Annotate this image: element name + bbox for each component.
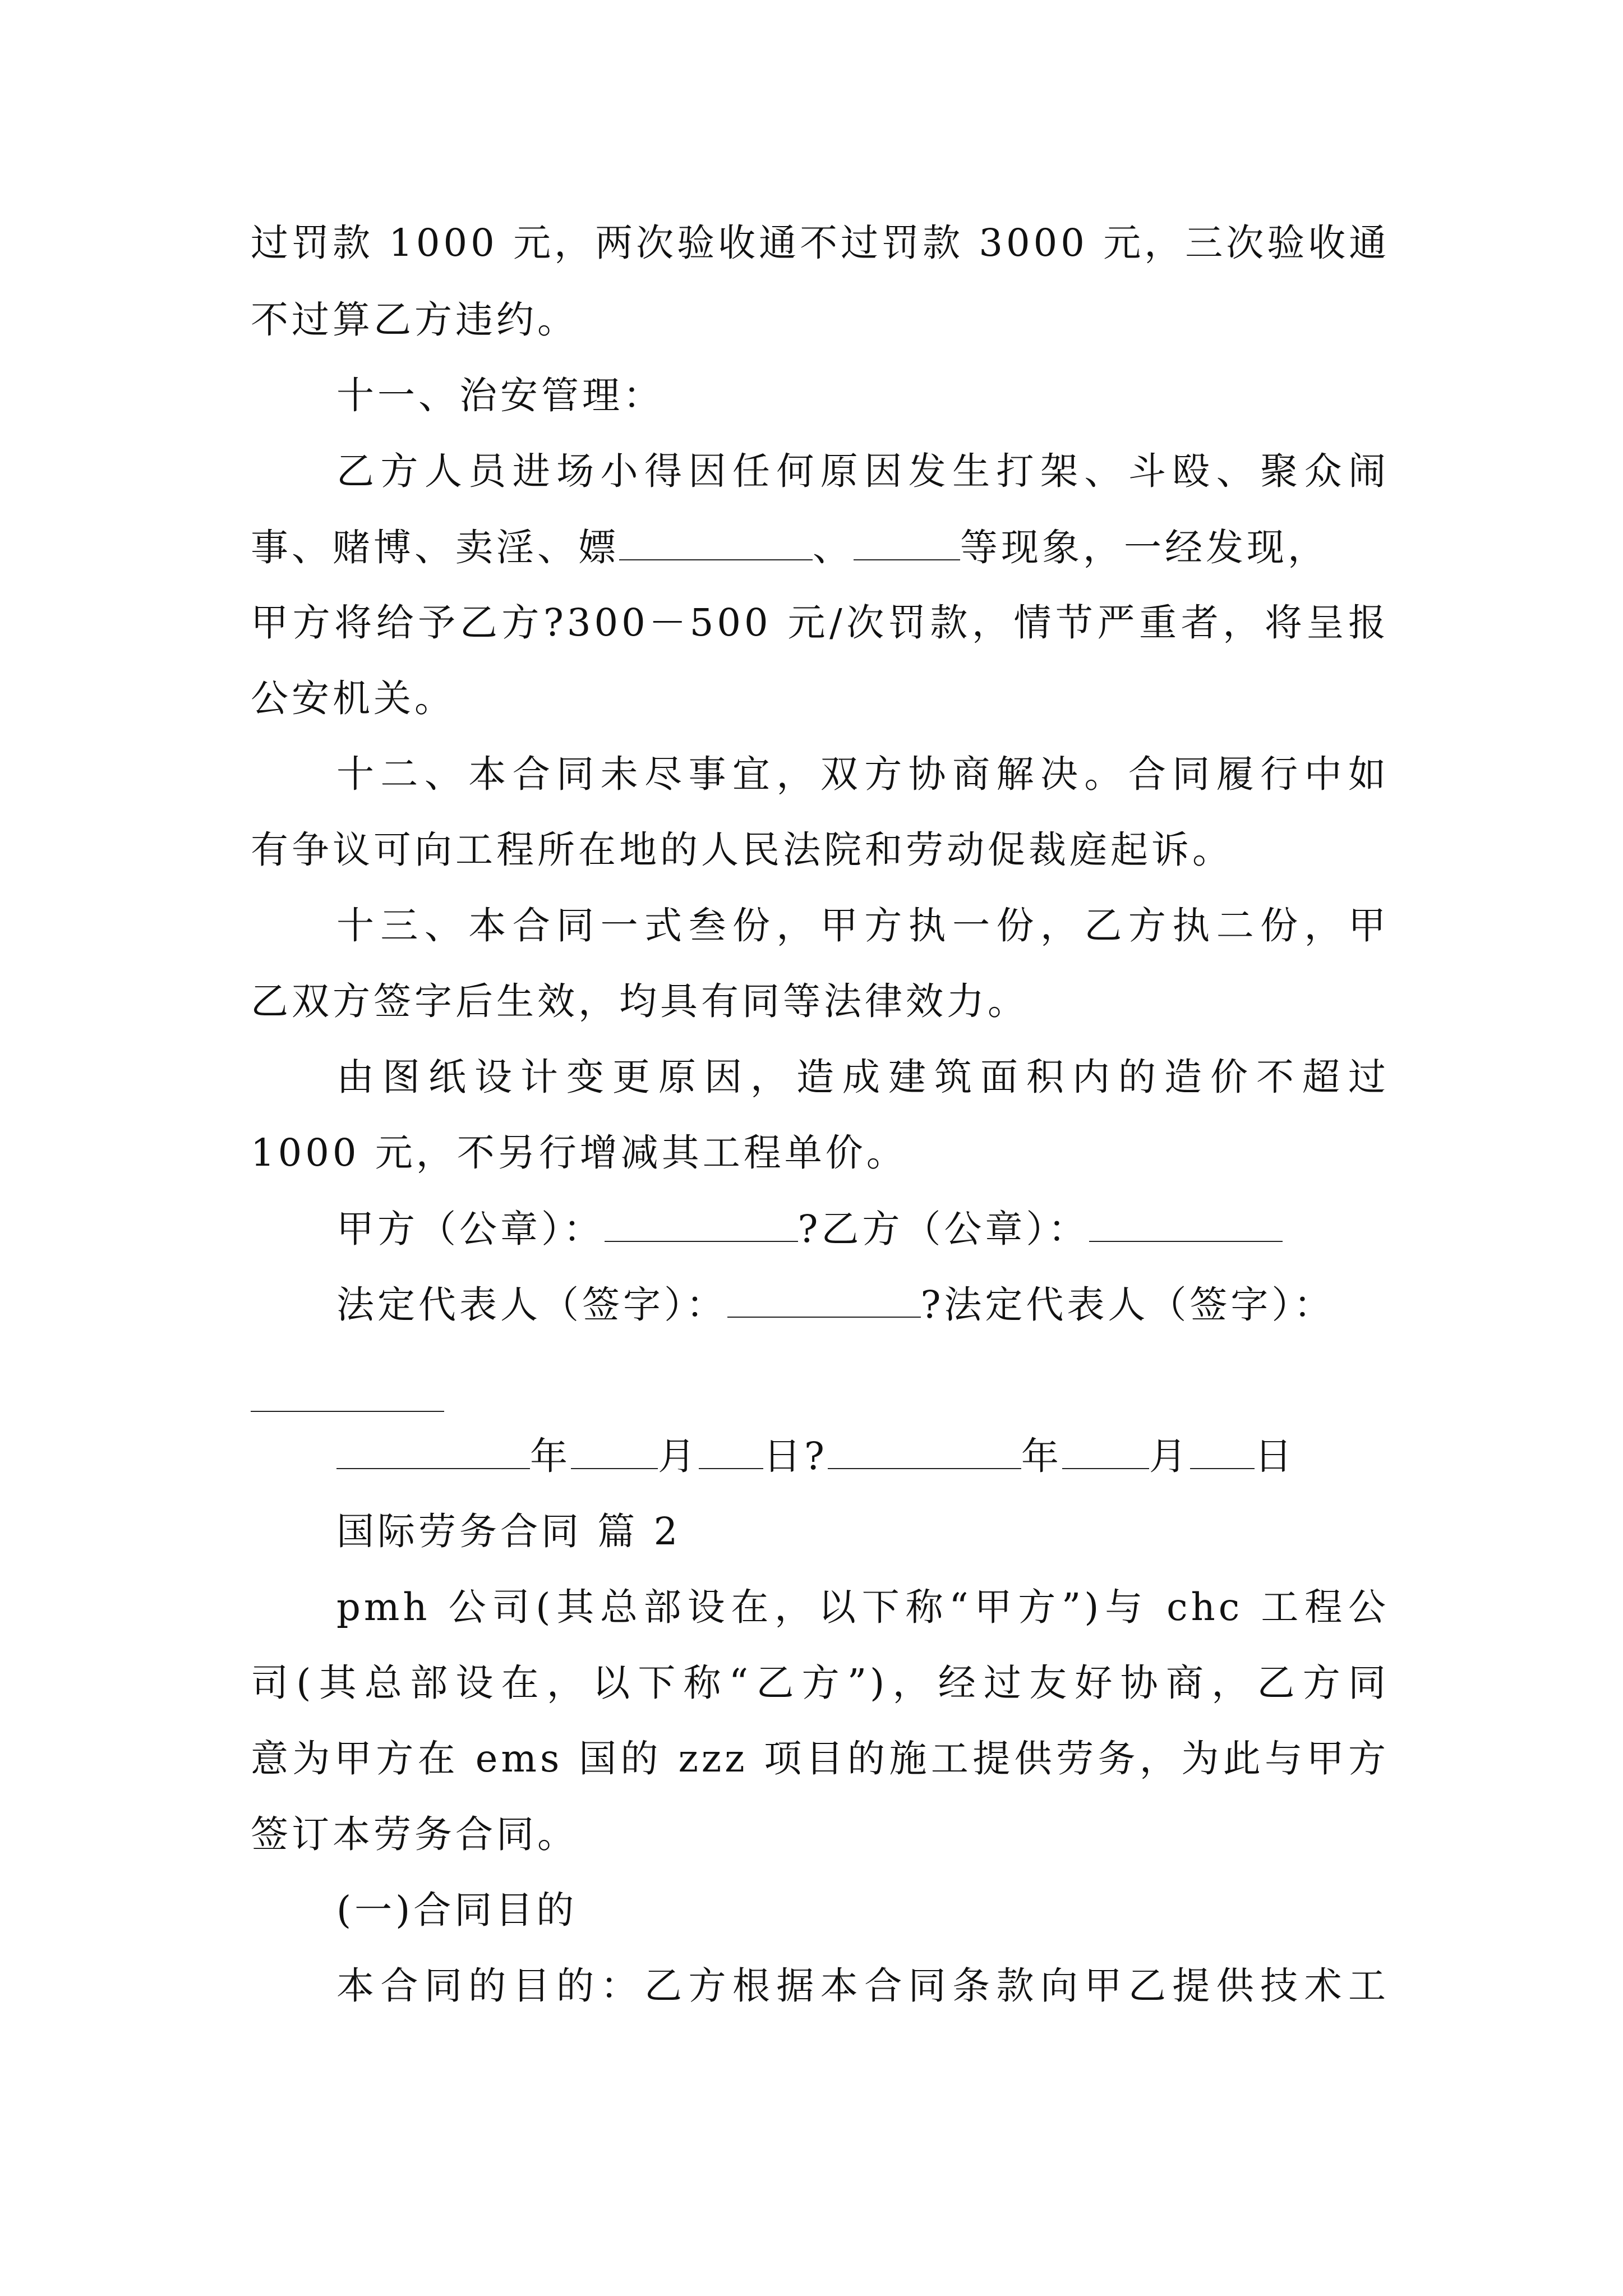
month-blank <box>571 1433 658 1469</box>
line-text: 等现象，一经发现， <box>960 526 1329 569</box>
signature-line <box>336 1206 1475 1251</box>
day-label: 日 <box>1254 1434 1295 1478</box>
party-a-seal-blank <box>605 1206 798 1242</box>
line-text: 、 <box>813 526 854 569</box>
date-line <box>336 1433 1475 1478</box>
day-label: 日? <box>763 1434 828 1478</box>
year-blank <box>336 1433 530 1469</box>
party-a-rep-label: 法定代表人（签字）： <box>336 1283 727 1327</box>
paragraph-line: 过罚款 1000 元，两次验收通不过罚款 3000 元，三次验收通 <box>251 221 1390 265</box>
paragraph-line <box>251 524 1389 569</box>
signature-line <box>336 1282 1475 1327</box>
paragraph-line: 不过算乙方违约。 <box>251 298 578 342</box>
fill-blank <box>854 524 960 560</box>
section-heading: 十一、治安管理： <box>336 374 664 417</box>
month-blank <box>1062 1433 1149 1469</box>
party-b-seal-blank <box>1089 1206 1283 1242</box>
paragraph-line: 十三、本合同一式叁份，甲方执一份，乙方执二份，甲 <box>336 904 1389 947</box>
party-b-seal-label: ?乙方（公章）： <box>797 1207 1089 1251</box>
paragraph-line: 由图纸设计变更原因，造成建筑面积内的造价不超过 <box>336 1055 1389 1099</box>
paragraph-line: 1000 元，不另行增减其工程单价。 <box>251 1131 907 1175</box>
section-heading: (一)合同目的 <box>336 1888 578 1932</box>
paragraph-line: pmh 公司(其总部设在，以下称“甲方”)与 chc 工程公 <box>336 1585 1389 1629</box>
party-a-seal-label: 甲方（公章）： <box>336 1207 605 1251</box>
year-label: 年 <box>1021 1434 1062 1478</box>
paragraph-line: 签订本劳务合同。 <box>251 1812 578 1856</box>
year-blank <box>828 1433 1021 1469</box>
fill-blank <box>619 524 813 560</box>
party-b-rep-label: ?法定代表人（签字）： <box>920 1283 1335 1327</box>
paragraph-line: 甲方将给予乙方?300－500 元/次罚款，情节严重者，将呈报 <box>251 601 1389 645</box>
year-label: 年 <box>530 1434 571 1478</box>
paragraph-line: 司(其总部设在，以下称“乙方”)，经过友好协商，乙方同 <box>251 1661 1389 1705</box>
line-text: 事、赌博、卖淫、嫖 <box>251 526 619 569</box>
paragraph-line: 意为甲方在 ems 国的 zzz 项目的施工提供劳务，为此与甲方 <box>251 1737 1389 1780</box>
party-b-rep-blank <box>251 1411 444 1412</box>
paragraph-line: 公安机关。 <box>251 677 455 720</box>
day-blank <box>699 1433 763 1469</box>
month-label: 月 <box>658 1434 699 1478</box>
paragraph-line: 乙双方签字后生效，均具有同等法律效力。 <box>251 979 1029 1023</box>
contract-title: 国际劳务合同 篇 2 <box>336 1510 681 1553</box>
paragraph-line: 乙方人员进场小得因任何原因发生打架、斗殴、聚众闹 <box>336 449 1389 493</box>
day-blank <box>1190 1433 1255 1469</box>
party-a-rep-blank <box>727 1282 921 1318</box>
paragraph-line: 有争议可向工程所在地的人民法院和劳动促裁庭起诉。 <box>251 828 1233 872</box>
paragraph-line: 本合同的目的：乙方根据本合同条款向甲乙提供技术工 <box>336 1964 1389 2008</box>
paragraph-line: 十二、本合同未尽事宜，双方协商解决。合同履行中如 <box>336 752 1389 796</box>
month-label: 月 <box>1149 1434 1190 1478</box>
